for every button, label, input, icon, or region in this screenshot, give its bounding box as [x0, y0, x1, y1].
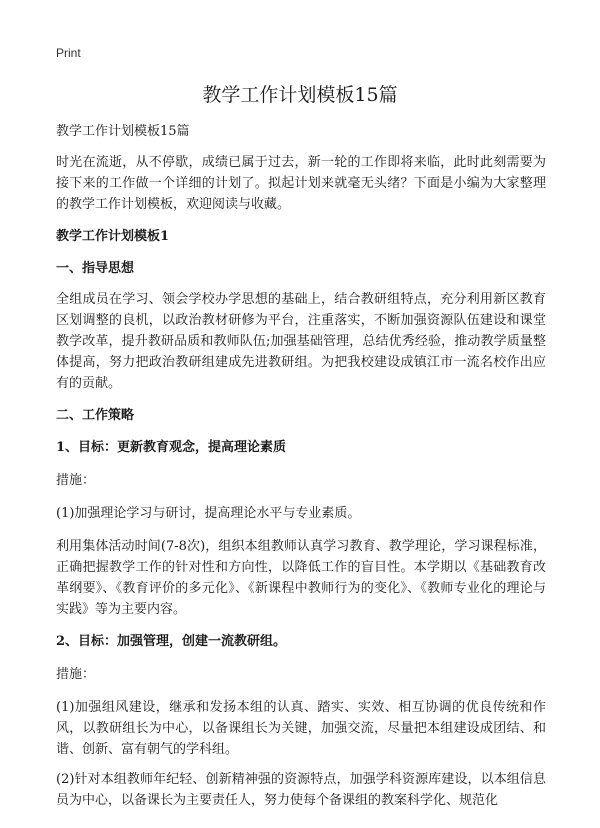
measures2-label: 措施： [56, 667, 96, 682]
section-heading: 教学工作计划模板1 [56, 229, 170, 244]
print-label: Print [56, 46, 81, 60]
measure2-item2: (2)针对本组教师年纪轻、创新精神强的资源特点，加强学科资源库建设，以本组信息员为中心，以备课长为主要责任人，努力使每个备课组的教案科学化、规范化 [56, 772, 546, 808]
document-body [56, 121, 546, 820]
intro-paragraph: 时光在流逝，从不停歇，成绩已属于过去，新一轮的工作即将来临，此时此刻需要为接下来的工作做一个详细的计划了。拟起计划来就毫无头绪？下面是小编为大家整理的教学工作计划模板，欢迎阅读与收藏。 [56, 155, 546, 212]
part1-heading: 一、指导思想 [56, 261, 135, 276]
part2-heading: 二、工作策略 [56, 408, 135, 423]
measure2-item1: (1)加强组风建设，继承和发扬本组的认真、踏实、实效、相互协调的优良传统和作风，以教研组长为中心，以备课组长为关键，加强交流，尽量把本组建设成团结、和谐、创新、富有朝气的学科组。 [56, 700, 546, 757]
measure1-item1: (1)加强理论学习与研讨，提高理论水平与专业素质。 [56, 506, 361, 521]
document-title: 教学工作计划模板15篇 [202, 84, 398, 106]
part1-paragraph: 全组成员在学习、领会学校办学思想的基础上，结合教研组特点，充分利用新区教育区划调整的良机，以政治教材研修为平台，注重落实，不断加强资源队伍建设和课堂教学改革，提升教研品质和教师队伍;加强基础管理，总结优秀经验，推动教学质量整体提高，努力把政治教研组建成先进教研组。为把我校建设成镇江市一流名校作出应有的贡献。 [56, 292, 546, 391]
goal2-heading: 2、目标：加强管理，创建一流教研组。 [56, 634, 287, 649]
measure1-detail: 利用集体活动时间(7-8次)，组织本组教师认真学习教育、教学理论，学习课程标准，正确把握教学工作的针对性和方向性，以降低工作的盲目性。本学期以《基础教育改革纲要》、《教育评价的多元化》、《新课程中教师行为的变化》、《教师专业化的理论与实践》等为主要内容。 [56, 539, 546, 617]
goal1-heading: 1、目标：更新教育观念，提高理论素质 [56, 440, 287, 455]
measures1-label: 措施： [56, 473, 96, 488]
document-subtitle: 教学工作计划模板15篇 [56, 124, 190, 139]
